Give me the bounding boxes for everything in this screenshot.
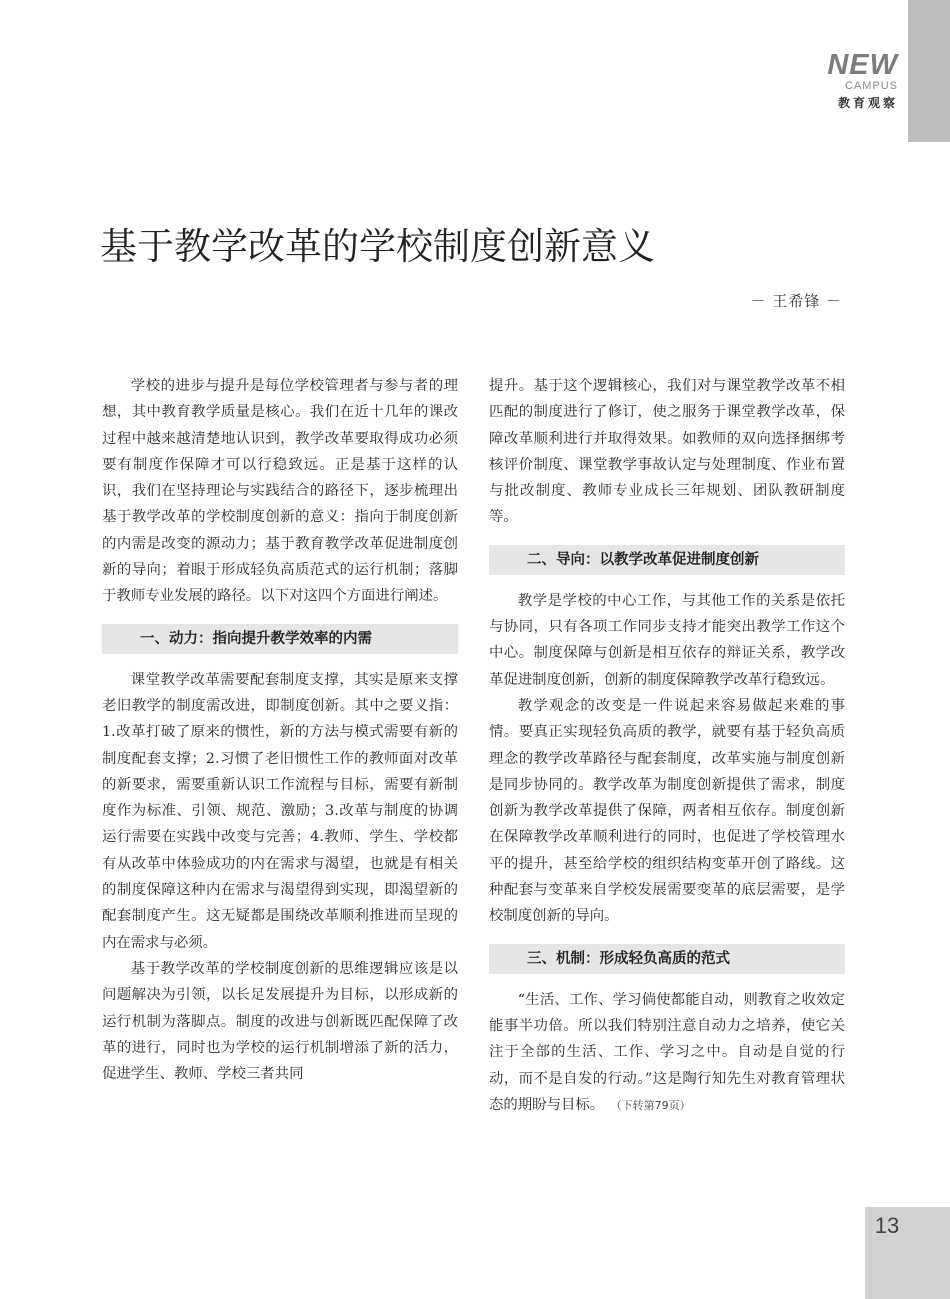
left-column bbox=[102, 373, 458, 1087]
paragraph: 课堂教学改革需要配套制度支撑，其实是原来支撑老旧教学的制度需改进，即制度创新。其中之要义指：1.改革打破了原来的惯性，新的方法与模式需要有新的制度配套支撑；2.习惯了老旧惯性工作的教师面对改革的新要求，需要重新认识工作流程与目标，需要有新制度作为标准、引领、规范、激励；3.改革与制度的协调运行需要在实践中改变与完善；4.教师、学生、学校都有从改革中体验成功的内在需求与渴望，也就是有相关的制度保障这种内在需求与渴望得到实现，即渴望新的配套制度产生。这无疑都是围绕改革顺利推进而呈现的内在需求与必须。 bbox=[102, 671, 458, 951]
right-column bbox=[489, 373, 845, 1119]
magazine-logo bbox=[812, 50, 898, 113]
logo-campus-text: CAMPUS bbox=[844, 80, 898, 92]
article-byline: － 王希锋 － bbox=[750, 292, 842, 310]
section-heading-2: 二、导向：以教学改革促进制度创新 bbox=[489, 545, 845, 575]
paragraph bbox=[489, 987, 845, 1119]
paragraph: 提升。基于这个逻辑核心，我们对与课堂教学改革不相匹配的制度进行了修订，使之服务于课堂教学改革，保障改革顺利进行并取得效果。如教师的双向选择捆绑考核评价制度、课堂教学事故认定与处理制度、作业布置与批改制度、教师专业成长三年规划、团队教研制度等。 bbox=[489, 378, 845, 526]
paragraph: 教学观念的改变是一件说起来容易做起来难的事情。要真正实现轻负高质的教学，就要有基于轻负高质理念的教学改革路径与配套制度，改革实施与制度创新是同步协同的。教学改革为制度创新提供了需求，制度创新为教学改革提供了保障，两者相互依存。制度创新在保障教学改革顺利进行的同时，也促进了学校管理水平的提升，甚至给学校的组织结构变革开创了路线。这种配套与变革来自学校发展需要变革的底层需要，是学校制度创新的导向。 bbox=[489, 697, 845, 925]
article-title: 基于教学改革的学校制度创新意义 bbox=[100, 225, 655, 268]
logo-new-text: NEW bbox=[827, 49, 898, 81]
paragraph-text: “生活、工作、学习倘使都能自动，则教育之收效定能事半功倍。所以我们特别注意自动力之培养，使它关注于全部的生活、工作、学习之中。自动是自觉的行动，而不是自发的行动。”这是陶行知先生对教育管理状态的期盼与目标。 bbox=[489, 991, 845, 1113]
section-label: 教育观察 bbox=[837, 96, 898, 110]
continued-note: （下转第79页） bbox=[616, 1098, 691, 1112]
paragraph: 基于教学改革的学校制度创新的思维逻辑应该是以问题解决为引领，以长足发展提升为目标，以形成新的运行机制为落脚点。制度的改进与创新既匹配保障了改革的进行，同时也为学校的运行机制增添了新的活力，促进学生、教师、学校三者共同 bbox=[102, 960, 458, 1083]
section-heading-3: 三、机制：形成轻负高质的范式 bbox=[489, 944, 845, 974]
paragraph: 教学是学校的中心工作，与其他工作的关系是依托与协同，只有各项工作同步支持才能突出教学工作这个中心。制度保障与创新是相互依存的辩证关系，教学改革促进制度创新，创新的制度保障教学改革行稳致远。 bbox=[489, 592, 845, 688]
paragraph: 学校的进步与提升是每位学校管理者与参与者的理想，其中教育教学质量是核心。我们在近十几年的课改过程中越来越清楚地认识到，教学改革要取得成功必须要有制度作保障才可以行稳致远。正是基于这样的认识，我们在坚持理论与实践结合的路径下，逐步梳理出基于教学改革的学校制度创新的意义：指向于制度创新的内需是改变的源动力；基于教育教学改革促进制度创新的导向；着眼于形成轻负高质范式的运行机制；落脚于教师专业发展的路径。以下对这四个方面进行阐述。 bbox=[102, 378, 458, 605]
section-heading-1: 一、动力：指向提升教学效率的内需 bbox=[102, 624, 458, 654]
page-number: 13 bbox=[874, 1213, 900, 1238]
header-gray-tab bbox=[908, 0, 950, 142]
